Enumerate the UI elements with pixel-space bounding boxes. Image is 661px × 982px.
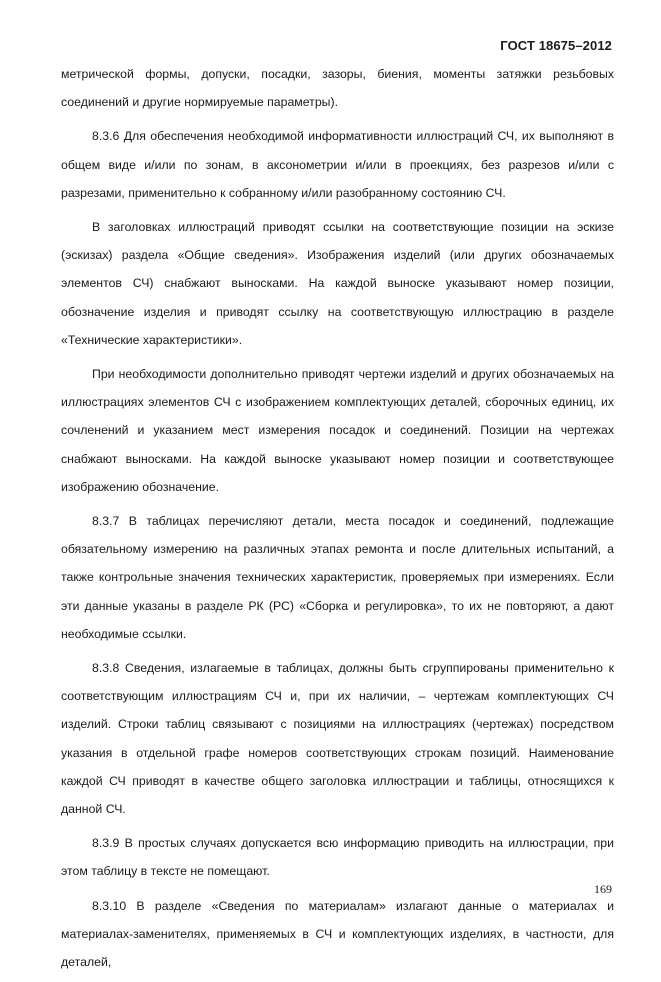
page-number: 169	[594, 882, 612, 896]
paragraph-illustration-headings: В заголовках иллюстраций приводят ссылки на соответствующие позиции на эскизе (эскизах) раздела «Общие сведения». Изображения изделий (или других обозначаемых элементов СЧ) снабжают выносками. На каждой выноске указывают номер позиции, обозначение изделия и приводят ссылку на соответствующую иллюстрацию в разделе «Технические характеристики».	[61, 220, 614, 347]
paragraph-8-3-10: 8.3.10 В разделе «Сведения по материалам» излагают данные о материалах и материалах-заменителях, применяемых в СЧ и комплектующих изделиях, в частности, для деталей,	[61, 898, 614, 970]
paragraph-8-3-8: 8.3.8 Сведения, излагаемые в таблицах, должны быть сгруппированы применительно к соответствующим иллюстрациям СЧ и, при их наличии, – чертежам комплектующих СЧ изделий. Строки таблиц связывают с позициями на иллюстрациях (чертежах) посредством указания в отдельной графе номеров соответствующих строкам позиций. Наименование каждой СЧ приводят в качестве общего заголовка иллюстрации и таблицы, относящихся к данной СЧ.	[61, 661, 614, 817]
paragraph-additional-drawings: При необходимости дополнительно приводят чертежи изделий и других обозначаемых на иллюстрациях элементов СЧ с изображением комплектующих деталей, сборочных единиц, их сочленений и указанием мест измерения посадок и соединений. Позиции на чертежах снабжают выносками. На каждой выноске указывают номер позиции и соответствующее изображению обозначение.	[61, 367, 614, 494]
paragraph-8-3-6: 8.3.6 Для обеспечения необходимой информативности иллюстраций СЧ, их выполняют в общем виде и/или по зонам, в аксонометрии и/или в проекциях, без разрезов и/или с разрезами, применительно к собранному и/или разобранному состоянию СЧ.	[61, 129, 614, 200]
document-body	[61, 60, 614, 982]
paragraph-continuation: метрической формы, допуски, посадки, зазоры, биения, моменты затяжки резьбовых соединений и другие нормируемые параметры).	[61, 67, 614, 110]
paragraph-8-3-9: 8.3.9 В простых случаях допускается всю информацию приводить на иллюстрации, при этом таблицу в тексте не помещают.	[61, 836, 614, 879]
document-header: ГОСТ 18675–2012	[500, 38, 612, 53]
paragraph-8-3-7: 8.3.7 В таблицах перечисляют детали, места посадок и соединений, подлежащие обязательному измерению на различных этапах ремонта и после длительных испытаний, а также контрольные значения технических характеристик, проверяемых при измерениях. Если эти данные указаны в разделе РК (РС) «Сборка и регулировка», то их не повторяют, а дают необходимые ссылки.	[61, 514, 614, 641]
